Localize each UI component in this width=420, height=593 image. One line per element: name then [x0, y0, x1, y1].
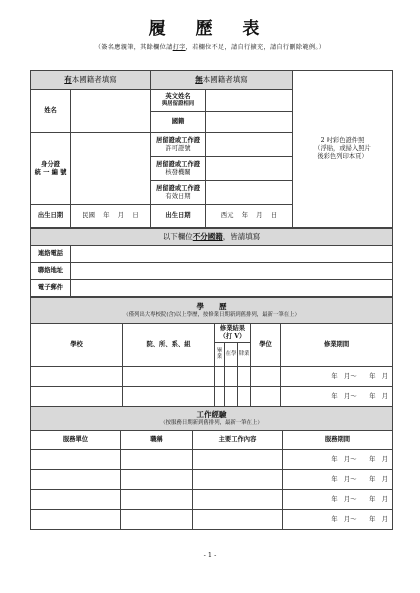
nationality-field[interactable]	[206, 112, 293, 133]
duties-col-header: 主要工作內容	[193, 431, 283, 450]
work-header: 工作經驗 （按服務日期新到舊排列，最新一筆在上）	[31, 407, 393, 431]
education-table	[30, 297, 393, 407]
work-row[interactable]: 年 月～ 年 月	[31, 510, 393, 530]
name-field[interactable]	[71, 90, 151, 133]
name-label: 姓名	[31, 90, 71, 133]
english-name-label: 英文姓名 與居留證相同	[151, 90, 206, 112]
personal-info-table	[30, 70, 393, 228]
permit-expiry-label: 居留證或工作證 有效日期	[151, 181, 206, 205]
period-col-header: 修業期間	[281, 324, 393, 367]
all-applicants-header: 以下欄位不分國籍，皆請填寫	[31, 229, 393, 246]
photo-box[interactable]: 2 吋彩色證件照 （浮貼，或掃入照片 後彩色列印本頁）	[293, 71, 393, 228]
id-number-field[interactable]	[71, 133, 151, 205]
enrolled-col-header: 在學	[225, 343, 238, 367]
contact-table	[30, 228, 393, 297]
work-row[interactable]: 年 月～ 年 月	[31, 490, 393, 510]
education-row[interactable]: 年 月～ 年 月	[31, 387, 393, 407]
permit-authority-field[interactable]	[206, 157, 293, 181]
id-number-label: 身分證 統 一 編 號	[31, 133, 71, 205]
dob-label-foreign: 出生日期	[151, 205, 206, 228]
education-header: 學 歷 （僅列出大專校院(含)以上學歷，按修業日期新到舊排列，最新一筆在上）	[31, 298, 393, 324]
page-number: - 1 -	[203, 551, 217, 559]
email-field[interactable]	[71, 280, 393, 297]
permit-authority-label: 居留證或工作證 核發機關	[151, 157, 206, 181]
status-col-header: 修業結果 （打 V）	[215, 324, 251, 343]
dob-label: 出生日期	[31, 205, 71, 228]
instructions: （簽名應親筆，其餘欄位請打字，若欄位不足，請自行擴充，請自行刪除範例。）	[94, 44, 326, 51]
dropped-col-header: 肄業	[238, 343, 251, 367]
english-name-field[interactable]	[206, 90, 293, 112]
position-col-header: 職稱	[121, 431, 193, 450]
graduated-col-header: 畢業	[215, 343, 225, 367]
citizen-header: 有本國籍者填寫	[31, 71, 151, 90]
email-label: 電子郵件	[31, 280, 71, 297]
address-label: 聯絡地址	[31, 263, 71, 280]
page-title: 履 歷 表	[148, 19, 272, 39]
address-field[interactable]	[71, 263, 393, 280]
permit-expiry-field[interactable]	[206, 181, 293, 205]
education-row[interactable]: 年 月～ 年 月	[31, 367, 393, 387]
degree-col-header: 學位	[251, 324, 281, 367]
permit-number-field[interactable]	[206, 133, 293, 157]
department-col-header: 院、所、系、組	[123, 324, 215, 367]
dob-ad-field[interactable]: 西元 年 月 日	[206, 205, 293, 228]
work-table	[30, 406, 393, 530]
foreigner-header: 無本國籍者填寫	[151, 71, 293, 90]
permit-number-label: 居留證或工作證 許可證號	[151, 133, 206, 157]
phone-field[interactable]	[71, 246, 393, 263]
school-col-header: 學校	[31, 324, 123, 367]
nationality-label: 國籍	[151, 112, 206, 133]
work-period-col-header: 服務期間	[283, 431, 393, 450]
phone-label: 連絡電話	[31, 246, 71, 263]
work-row[interactable]: 年 月～ 年 月	[31, 450, 393, 470]
work-row[interactable]: 年 月～ 年 月	[31, 470, 393, 490]
employer-col-header: 服務單位	[31, 431, 121, 450]
dob-roc-field[interactable]: 民國 年 月 日	[71, 205, 151, 228]
